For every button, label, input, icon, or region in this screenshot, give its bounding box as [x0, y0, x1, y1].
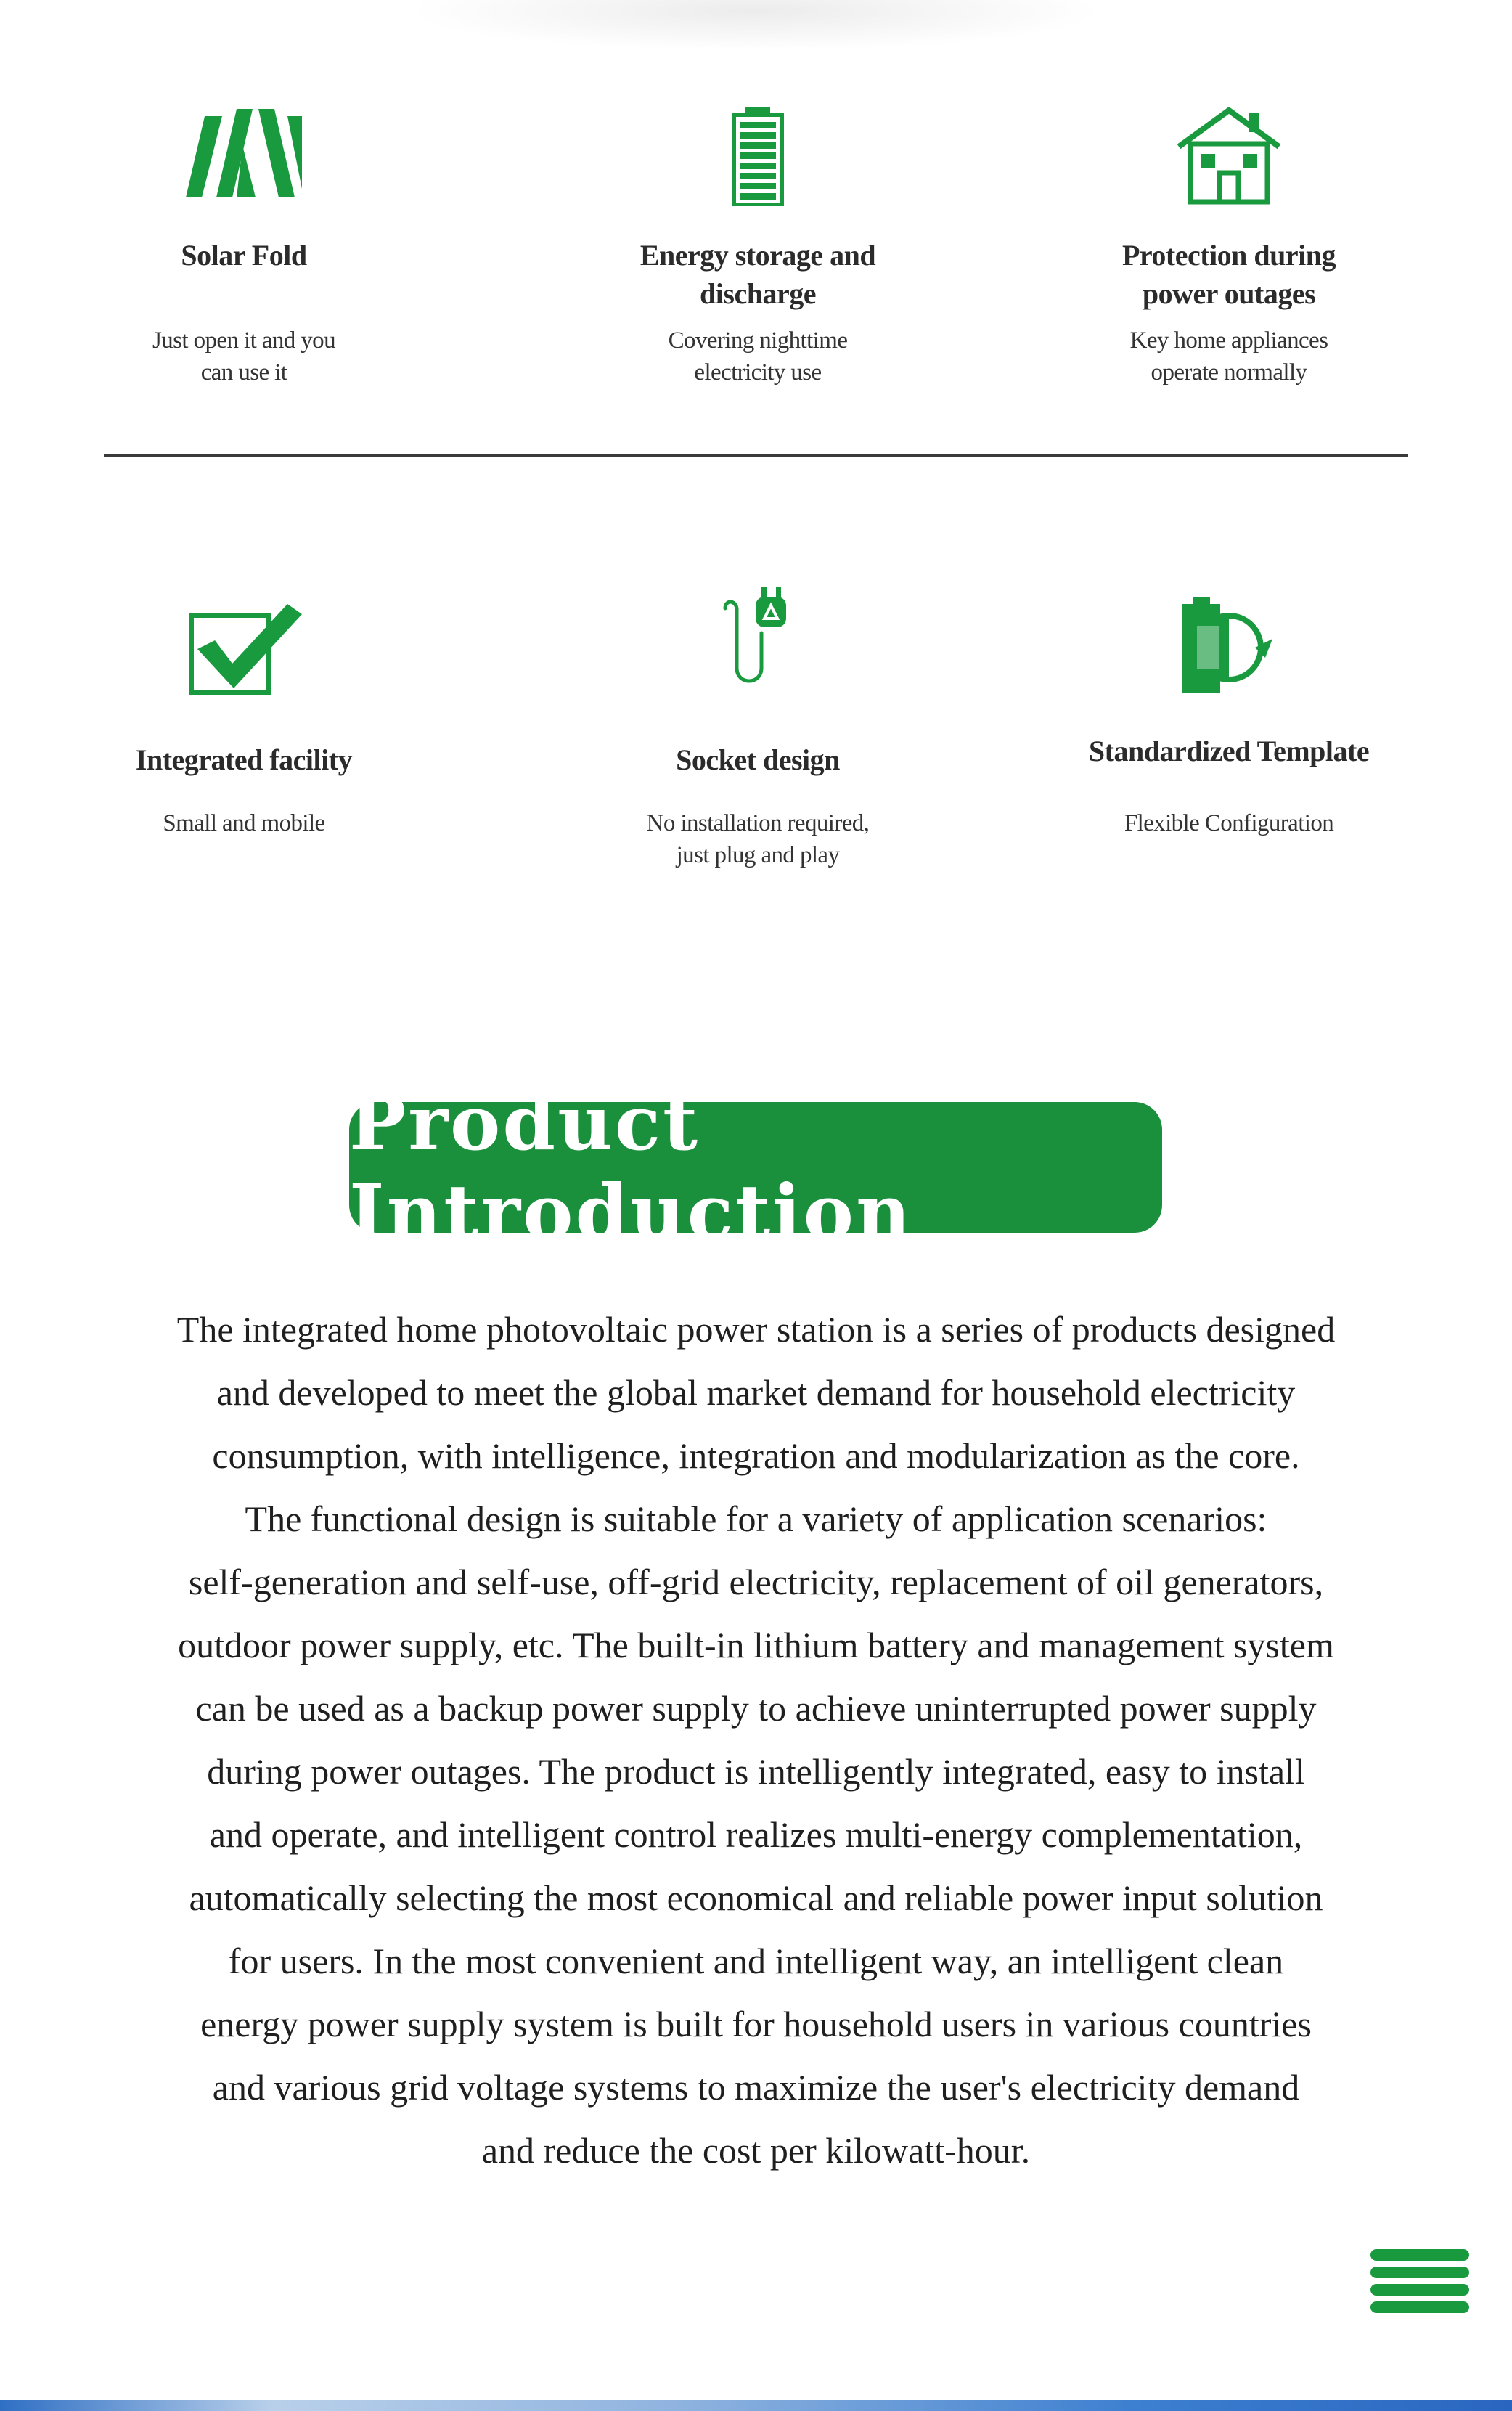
feature-standardized-template [1026, 597, 1432, 887]
feature-energy-storage [555, 109, 961, 399]
feature-desc-line: Key home appliances [1129, 327, 1328, 354]
feature-integrated-facility [41, 603, 447, 893]
paragraph-line: and operate, and intelligent control realizes multi-energy complementation, [209, 1814, 1303, 1855]
paragraph-line: consumption, with intelligence, integration and modularization as the core. [212, 1435, 1300, 1476]
feature-title-line: power outages [1142, 277, 1316, 310]
paragraph-line: can be used as a backup power supply to achieve uninterrupted power supply [195, 1688, 1317, 1729]
feature-solar-fold [41, 109, 447, 399]
feature-title: Socket design [676, 743, 840, 776]
feature-title: Standardized Template [1088, 735, 1370, 767]
paragraph-line: The integrated home photovoltaic power station is a series of products designed [176, 1309, 1336, 1350]
feature-desc-line: Just open it and you [152, 327, 335, 354]
paragraph-line: and various grid voltage systems to maximize the user's electricity demand [212, 2067, 1300, 2108]
feature-desc [41, 325, 447, 388]
feature-desc [555, 807, 961, 871]
feature-title: Solar Fold [181, 239, 307, 272]
product-introduction-heading: Product Introduction [349, 1078, 913, 1257]
feature-desc-line: just plug and play [676, 842, 840, 868]
plug-icon [711, 587, 805, 688]
paragraph-line: and developed to meet the global market demand for household electricity [216, 1372, 1296, 1413]
feature-desc [1026, 807, 1432, 839]
feature-socket-design [555, 587, 961, 877]
feature-protection-outages [1026, 109, 1432, 399]
feature-desc [1026, 325, 1432, 388]
house-icon [1174, 106, 1283, 205]
feature-title-line: Protection during [1121, 239, 1336, 272]
paragraph-line: outdoor power supply, etc. The built-in lithium battery and management system [178, 1625, 1334, 1665]
feature-title-line: discharge [700, 277, 816, 310]
feature-desc-line: Covering nighttime [668, 327, 848, 354]
product-introduction-banner [349, 1078, 1162, 1257]
paragraph-line: The functional design is suitable for a variety of application scenarios: [245, 1498, 1267, 1539]
feature-desc [41, 807, 447, 839]
feature-desc [555, 325, 961, 388]
top-shadow-decoration [406, 0, 1103, 51]
solar-panel-icon [186, 109, 302, 203]
product-introduction-paragraph [87, 1298, 1425, 2182]
battery-icon [731, 107, 785, 206]
feature-desc-line: No installation required, [646, 810, 870, 836]
feature-title-line: Energy storage and [639, 239, 876, 272]
feature-title [1026, 236, 1432, 313]
checkmark-icon [186, 604, 302, 698]
feature-desc-line: can use it [200, 359, 287, 385]
cycle-battery-icon [1178, 597, 1280, 695]
paragraph-line: self-generation and self-use, off-grid electricity, replacement of oil generators, [188, 1562, 1324, 1602]
hamburger-menu-button[interactable] [1370, 2249, 1469, 2313]
paragraph-line: for users. In the most convenient and intelligent way, an intelligent clean [228, 1941, 1284, 1981]
paragraph-line: energy power supply system is built for household users in various countries [200, 2004, 1312, 2044]
section-divider [104, 454, 1408, 457]
feature-title [555, 236, 961, 313]
feature-desc-line: Small and mobile [163, 810, 325, 836]
feature-desc-line: Flexible Configuration [1124, 810, 1334, 836]
paragraph-line: during power outages. The product is intelligently integrated, easy to install [207, 1751, 1305, 1792]
feature-desc-line: electricity use [694, 359, 822, 385]
feature-desc-line: operate normally [1151, 359, 1307, 385]
paragraph-line: and reduce the cost per kilowatt-hour. [481, 2130, 1031, 2171]
bottom-accent-strip [0, 2400, 1512, 2411]
paragraph-line: automatically selecting the most economical and reliable power input solution [189, 1877, 1323, 1918]
feature-title: Integrated facility [135, 743, 353, 776]
